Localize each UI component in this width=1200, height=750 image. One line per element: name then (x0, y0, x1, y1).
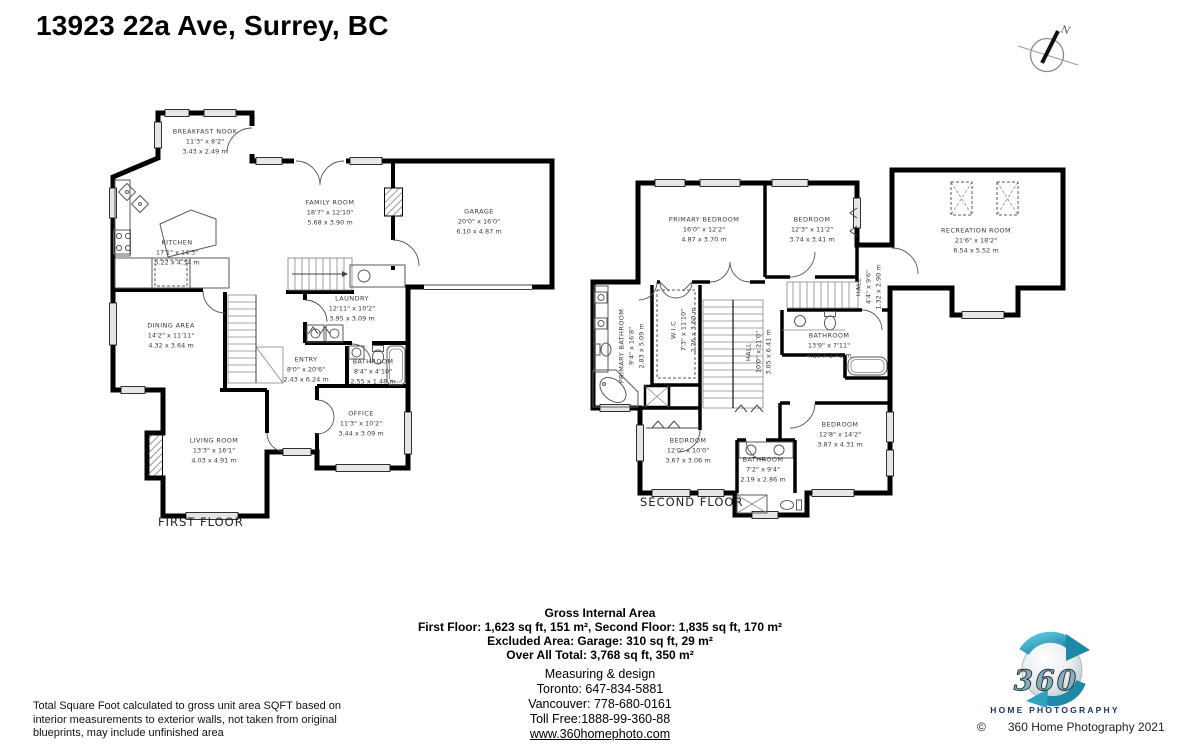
room-dim-imperial: 16'0" x 12'2" (682, 225, 726, 234)
compass-north-label: N (1059, 24, 1071, 37)
room-dim-imperial: 13'3" x 16'1" (192, 446, 236, 455)
room-dim-metric: 2.83 x 5.09 m (636, 323, 645, 369)
room-dim-imperial: 12'8" x 14'2" (818, 430, 862, 439)
room-name: BEDROOM (821, 420, 859, 429)
room-dim-metric: 1.32 x 2.90 m (873, 264, 882, 310)
room-dim-metric: 2.19 x 2.86 m (740, 474, 786, 483)
room-name: BATHROOM (742, 455, 784, 464)
room-name: PRIMARY BATHROOM (617, 308, 626, 384)
room-dim-metric: 4.18 x 2.42 m (806, 350, 852, 359)
copyright-line (977, 720, 1165, 734)
room-dim-imperial: 8'0" x 20'6" (286, 365, 326, 374)
room-dim-imperial: 14'2" x 11'11" (147, 331, 195, 340)
room-label-dining-area (147, 321, 195, 350)
room-label-bedroom-right (817, 420, 862, 449)
room-dim-metric: 3.87 x 4.31 m (817, 439, 863, 448)
page-title: 13923 22a Ave, Surrey, BC (36, 10, 389, 41)
room-name: BEDROOM (793, 215, 831, 224)
room-dim-imperial: 21'6" x 18'2" (954, 236, 998, 245)
room-name: BATHROOM (808, 331, 850, 340)
room-label-hall-main (744, 329, 773, 374)
copyright-text: 360 Home Photography 2021 (1007, 720, 1165, 734)
room-dim-imperial: 13'9" x 7'11" (807, 341, 851, 350)
room-label-bathroom-main (806, 331, 851, 360)
room-dim-metric: 4.87 x 3.70 m (681, 234, 727, 243)
room-dim-metric: 6.10 x 4.87 m (456, 226, 502, 235)
room-name: BREAKFAST NOOK (172, 127, 238, 136)
room-dim-metric: 5.68 x 3.90 m (307, 217, 353, 226)
room-label-living-room (190, 436, 239, 465)
area-title: Gross Internal Area (544, 606, 656, 620)
room-label-primary-bathroom (617, 309, 646, 384)
room-label-laundry (329, 294, 375, 323)
room-dim-metric: 3.67 x 3.06 m (665, 455, 711, 464)
logo-360-text: 360 (1013, 664, 1079, 697)
room-dim-metric: 6.54 x 5.52 m (953, 245, 999, 254)
contact-tollfree: Toll Free:1888-99-360-88 (529, 712, 671, 726)
room-name: LIVING ROOM (189, 436, 239, 445)
room-dim-metric: 2.26 x 3.60 m (688, 307, 697, 353)
room-name: GARAGE (464, 207, 494, 216)
room-dim-metric: 3.43 x 2.49 m (182, 146, 228, 155)
room-dim-imperial: 11'3" x 8'2" (185, 137, 225, 146)
room-dim-imperial: 20'0" x 16'0" (457, 217, 501, 226)
compass-icon (1018, 24, 1078, 72)
room-label-office (338, 409, 383, 438)
room-dim-imperial: 12'11" x 10'2" (328, 304, 376, 313)
room-label-wic (669, 307, 698, 352)
copyright-symbol: © (977, 720, 986, 734)
room-dim-imperial: 18'7" x 12'10" (306, 208, 354, 217)
room-name: OFFICE (348, 409, 374, 418)
room-name: RECREATION ROOM (940, 226, 1012, 235)
room-dim-metric: 2.43 x 6.24 m (283, 374, 329, 383)
gross-internal-area-block (0, 606, 1200, 662)
first-floor-caption: FIRST FLOOR (158, 515, 244, 529)
room-dim-metric: 3.44 x 3.09 m (338, 428, 384, 437)
room-dim-imperial: 9'4" x 16'8" (627, 326, 636, 366)
room-dim-metric: 4.03 x 4.91 m (191, 455, 237, 464)
contact-title: Measuring & design (544, 667, 656, 681)
room-label-primary-bedroom (669, 215, 739, 244)
room-dim-metric: 3.74 x 3.41 m (789, 234, 835, 243)
room-dim-imperial: 7'2" x 9'4" (745, 465, 781, 474)
website-link[interactable]: www.360homephoto.com (529, 727, 671, 741)
room-name: HALL (744, 342, 753, 362)
room-dim-metric: 5.22 x 4.34 m (154, 257, 200, 266)
room-dim-imperial: 4'4" x 9'6" (864, 269, 873, 305)
room-dim-metric: 4.32 x 3.64 m (148, 340, 194, 349)
room-label-bathroom-small (740, 455, 785, 484)
room-dim-imperial: 12'3" x 11'2" (790, 225, 834, 234)
room-label-kitchen (154, 238, 199, 267)
room-name: HALL (854, 277, 863, 297)
room-label-bedroom-left (665, 436, 710, 465)
area-line-excluded: Excluded Area: Garage: 310 sq ft, 29 m² (487, 634, 713, 648)
room-name: BEDROOM (669, 436, 707, 445)
room-label-hall-small (854, 264, 883, 309)
room-dim-metric: 3.95 x 3.09 m (329, 313, 375, 322)
room-label-family-room (306, 198, 355, 227)
room-dim-metric: 3.05 x 6.41 m (763, 329, 772, 375)
disclaimer-text: Total Square Foot calculated to gross unit area SQFT based on interior measurements to exterior walls, not taken from original blueprints, may include unfinished area (33, 700, 341, 739)
room-name: FAMILY ROOM (305, 198, 355, 207)
room-label-recreation-room (941, 226, 1011, 255)
second-floor-caption: SECOND FLOOR (640, 495, 744, 509)
area-line-total: Over All Total: 3,768 sq ft, 350 m² (506, 648, 694, 662)
contact-vancouver: Vancouver: 778-680-0161 (528, 697, 672, 711)
room-label-breakfast-nook (173, 127, 238, 156)
room-dim-imperial: 7'3" x 11'10" (679, 308, 688, 352)
room-label-garage (456, 207, 501, 236)
room-dim-imperial: 8'4" x 4'10" (353, 367, 393, 376)
room-name: W.I.C (669, 320, 678, 340)
room-dim-imperial: 17'1" x 14'3" (155, 248, 199, 257)
area-line-floors: First Floor: 1,623 sq ft, 151 m², Second Floor: 1,835 sq ft, 170 m² (417, 620, 783, 634)
contact-toronto: Toronto: 647-834-5881 (536, 682, 664, 696)
room-name: BATHROOM (352, 357, 394, 366)
room-name: DINING AREA (147, 321, 195, 330)
room-name: ENTRY (294, 355, 318, 364)
room-dim-imperial: 10'0" x 21'0" (754, 330, 763, 374)
room-label-bathroom-f1 (350, 357, 395, 386)
room-dim-metric: 2.55 x 1.48 m (350, 376, 396, 385)
room-name: LAUNDRY (335, 294, 369, 303)
room-dim-imperial: 12'0" x 10'0" (666, 446, 710, 455)
room-dim-imperial: 11'3" x 10'2" (339, 419, 383, 428)
logo-subtitle: HOME PHOTOGRAPHY (990, 705, 1120, 715)
room-name: PRIMARY BEDROOM (668, 215, 740, 224)
room-label-bedroom-top (789, 215, 834, 244)
room-name: KITCHEN (161, 238, 193, 247)
room-label-entry (283, 355, 328, 384)
